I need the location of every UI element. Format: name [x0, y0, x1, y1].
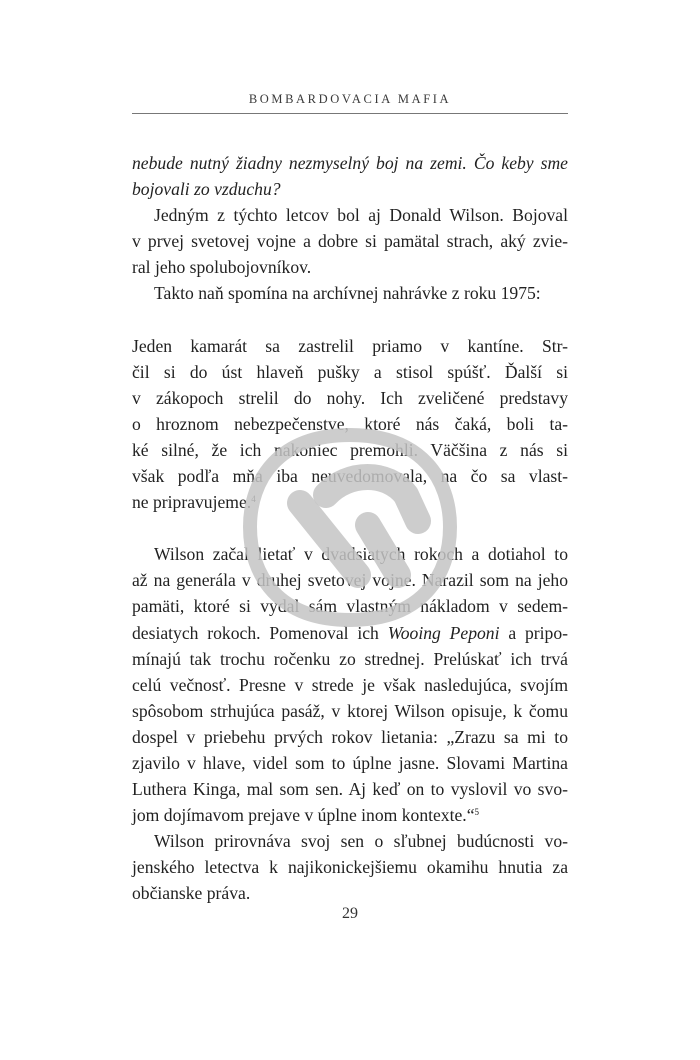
text-line: mínajú tak trochu ročenku zo strednej. Prelúskať ich trvá: [132, 648, 568, 669]
text-fragment: desiatych rokoch. Pomenoval ich: [132, 622, 379, 643]
text-line: čil si do úst hlaveň pušky a stisol spúšť. Ďalší si: [132, 361, 568, 382]
text-line: Wilson začal lietať v dvadsiatych rokoch a dotiahol to: [154, 544, 568, 565]
body-text: [132, 150, 568, 907]
text-line: celú večnosť. Presne v strede je však nasledujúca, svojím: [132, 674, 568, 695]
paragraph-italic: [132, 150, 568, 202]
text-line: Takto naň spomína na archívnej nahrávke z roku 1975:: [154, 283, 541, 304]
text-line: ké silné, že ich nakoniec premohli. Väčšina z nás si: [132, 439, 568, 460]
text-fragment: ne pripravujeme.: [132, 492, 252, 513]
text-line: [132, 489, 568, 515]
text-line: zjavilo v hlave, videl som to úplne jasne. Slovami Martina: [132, 752, 568, 773]
text-line: nebude nutný žiadny nezmyselný boj na zemi. Čo keby sme: [132, 153, 568, 173]
text-line: bojovali zo vzduchu?: [132, 179, 281, 200]
text-line: v prvej svetovej vojne a dobre si pamätal strach, aký zvie-: [132, 231, 568, 252]
book-title: Wooing Peponi: [387, 622, 500, 643]
running-head: BOMBARDOVACIA MAFIA: [248, 92, 452, 106]
paragraph: [132, 828, 568, 906]
text-line: [132, 802, 568, 828]
text-line: občianske práva.: [132, 883, 251, 904]
text-line: však podľa mňa iba neuvedomovala, na čo sa vlast-: [132, 466, 568, 487]
footnote-ref[interactable]: 4: [251, 494, 256, 505]
text-line: dospel v priebehu prvých rokov lietania: „Zrazu sa mi to: [132, 726, 568, 747]
footnote-ref[interactable]: 5: [474, 807, 480, 818]
paragraph: [132, 202, 568, 280]
text-fragment: jom dojímavom prejave v úplne inom kontexte.“: [132, 805, 475, 826]
text-line: jenského letectva k najikonickejšiemu okamihu hnutia za: [132, 857, 568, 878]
text-fragment: a pripo-: [508, 622, 568, 643]
block-quote: [132, 333, 568, 516]
text-line: Jeden kamarát sa zastrelil priamo v kantíne. Str-: [132, 335, 568, 356]
paragraph: [132, 280, 568, 306]
text-line: [132, 620, 568, 646]
text-line: pamäti, ktoré si vydal sám vlastným nákladom v sedem-: [132, 596, 568, 617]
text-line: Luthera Kinga, mal som sen. Aj keď on to vyslovil vo svo-: [132, 779, 568, 800]
text-line: ral jeho spolubojovníkov.: [132, 257, 312, 278]
text-line: až na generála v druhej svetovej vojne. Narazil som na jeho: [132, 570, 568, 591]
page-number: 29: [342, 905, 358, 922]
text-line: Jedným z týchto letcov bol aj Donald Wilson. Bojoval: [154, 205, 568, 226]
paragraph: [132, 541, 568, 828]
header-rule: [132, 113, 568, 114]
text-line: o hroznom nebezpečenstve, ktoré nás čaká, boli ta-: [132, 413, 568, 434]
text-line: Wilson prirovnáva svoj sen o sľubnej budúcnosti vo-: [154, 831, 568, 852]
text-line: v zákopoch strelil do nohy. Ich zveličené predstavy: [132, 387, 568, 408]
text-line: spôsobom strhujúca pasáž, v ktorej Wilson opisuje, k čomu: [132, 700, 568, 721]
